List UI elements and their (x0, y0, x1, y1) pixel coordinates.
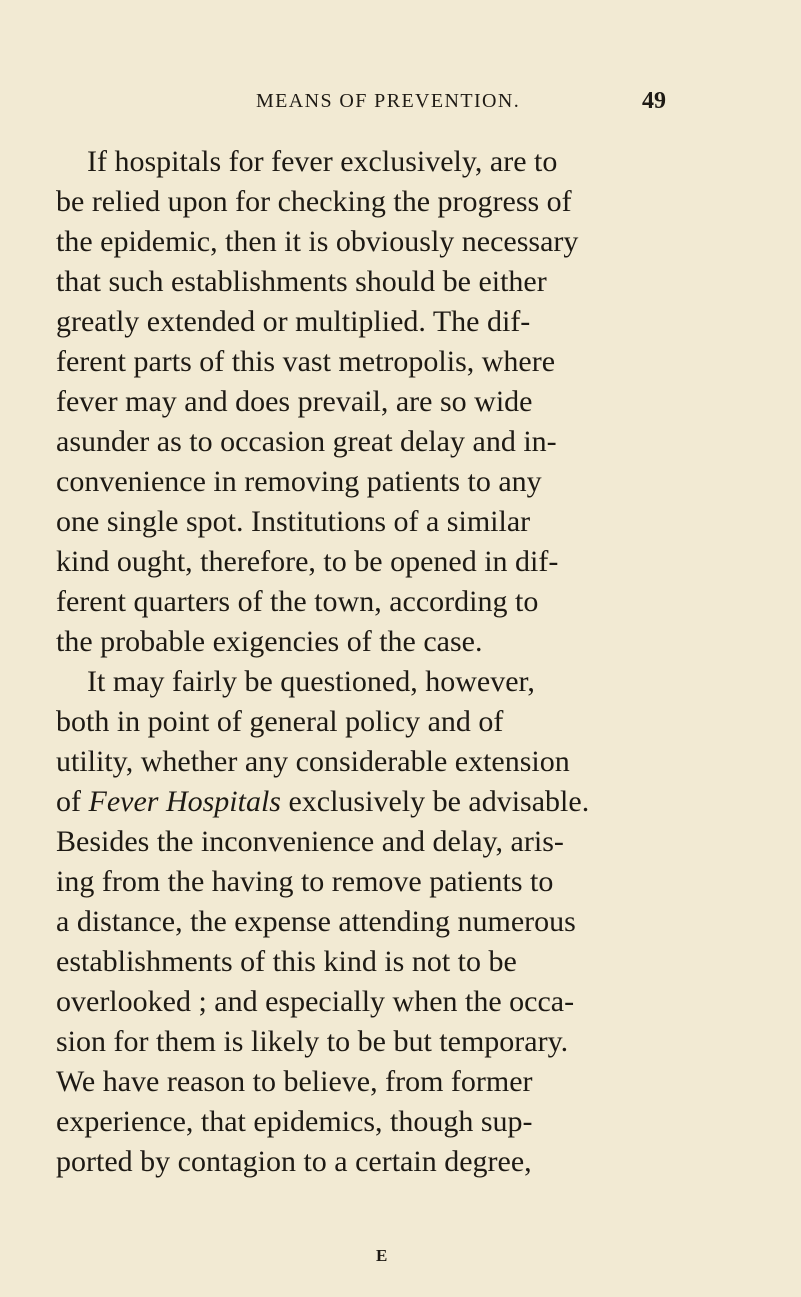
text-line: If hospitals for fever exclusively, are to (87, 145, 558, 178)
text-line: It may fairly be questioned, however, (87, 665, 535, 698)
text-line: kind ought, therefore, to be opened in dif- (56, 545, 559, 578)
running-title: MEANS OF PREVENTION. (256, 90, 521, 112)
text-line: overlooked ; and especially when the occa- (56, 985, 575, 1018)
text-line: We have reason to believe, from former (56, 1065, 533, 1098)
signature-mark: E (376, 1246, 388, 1265)
text-line-mixed (56, 782, 589, 822)
text-line-start: of (56, 785, 89, 818)
text-line: utility, whether any considerable extension (56, 745, 570, 778)
italic-phrase: Fever Hospitals (88, 785, 281, 818)
text-line: ported by contagion to a certain degree, (56, 1145, 532, 1178)
text-line: both in point of general policy and of (56, 705, 504, 738)
text-line: greatly extended or multiplied. The dif- (56, 305, 531, 338)
text-line: be relied upon for checking the progress of (56, 185, 572, 218)
text-line: ing from the having to remove patients to (56, 865, 554, 898)
text-line: asunder as to occasion great delay and in- (56, 425, 557, 458)
running-head (0, 86, 801, 116)
text-line: fever may and does prevail, are so wide (56, 385, 533, 418)
text-line: the probable exigencies of the case. (56, 625, 483, 658)
text-line: establishments of this kind is not to be (56, 945, 517, 978)
text-line: the epidemic, then it is obviously necessary (56, 225, 579, 258)
text-line: sion for them is likely to be but temporary. (56, 1025, 569, 1058)
text-line-end: exclusively be advisable. (280, 785, 590, 818)
text-line: ferent parts of this vast metropolis, where (56, 345, 556, 378)
text-line: ferent quarters of the town, according to (56, 585, 539, 618)
text-line: Besides the inconvenience and delay, aris- (56, 825, 564, 858)
text-line: one single spot. Institutions of a similar (56, 505, 531, 538)
text-line: experience, that epidemics, though sup- (56, 1105, 533, 1138)
text-line: a distance, the expense attending numerous (56, 905, 576, 938)
page-number: 49 (642, 88, 666, 114)
text-line: that such establishments should be either (56, 265, 547, 298)
text-line: convenience in removing patients to any (56, 465, 542, 498)
